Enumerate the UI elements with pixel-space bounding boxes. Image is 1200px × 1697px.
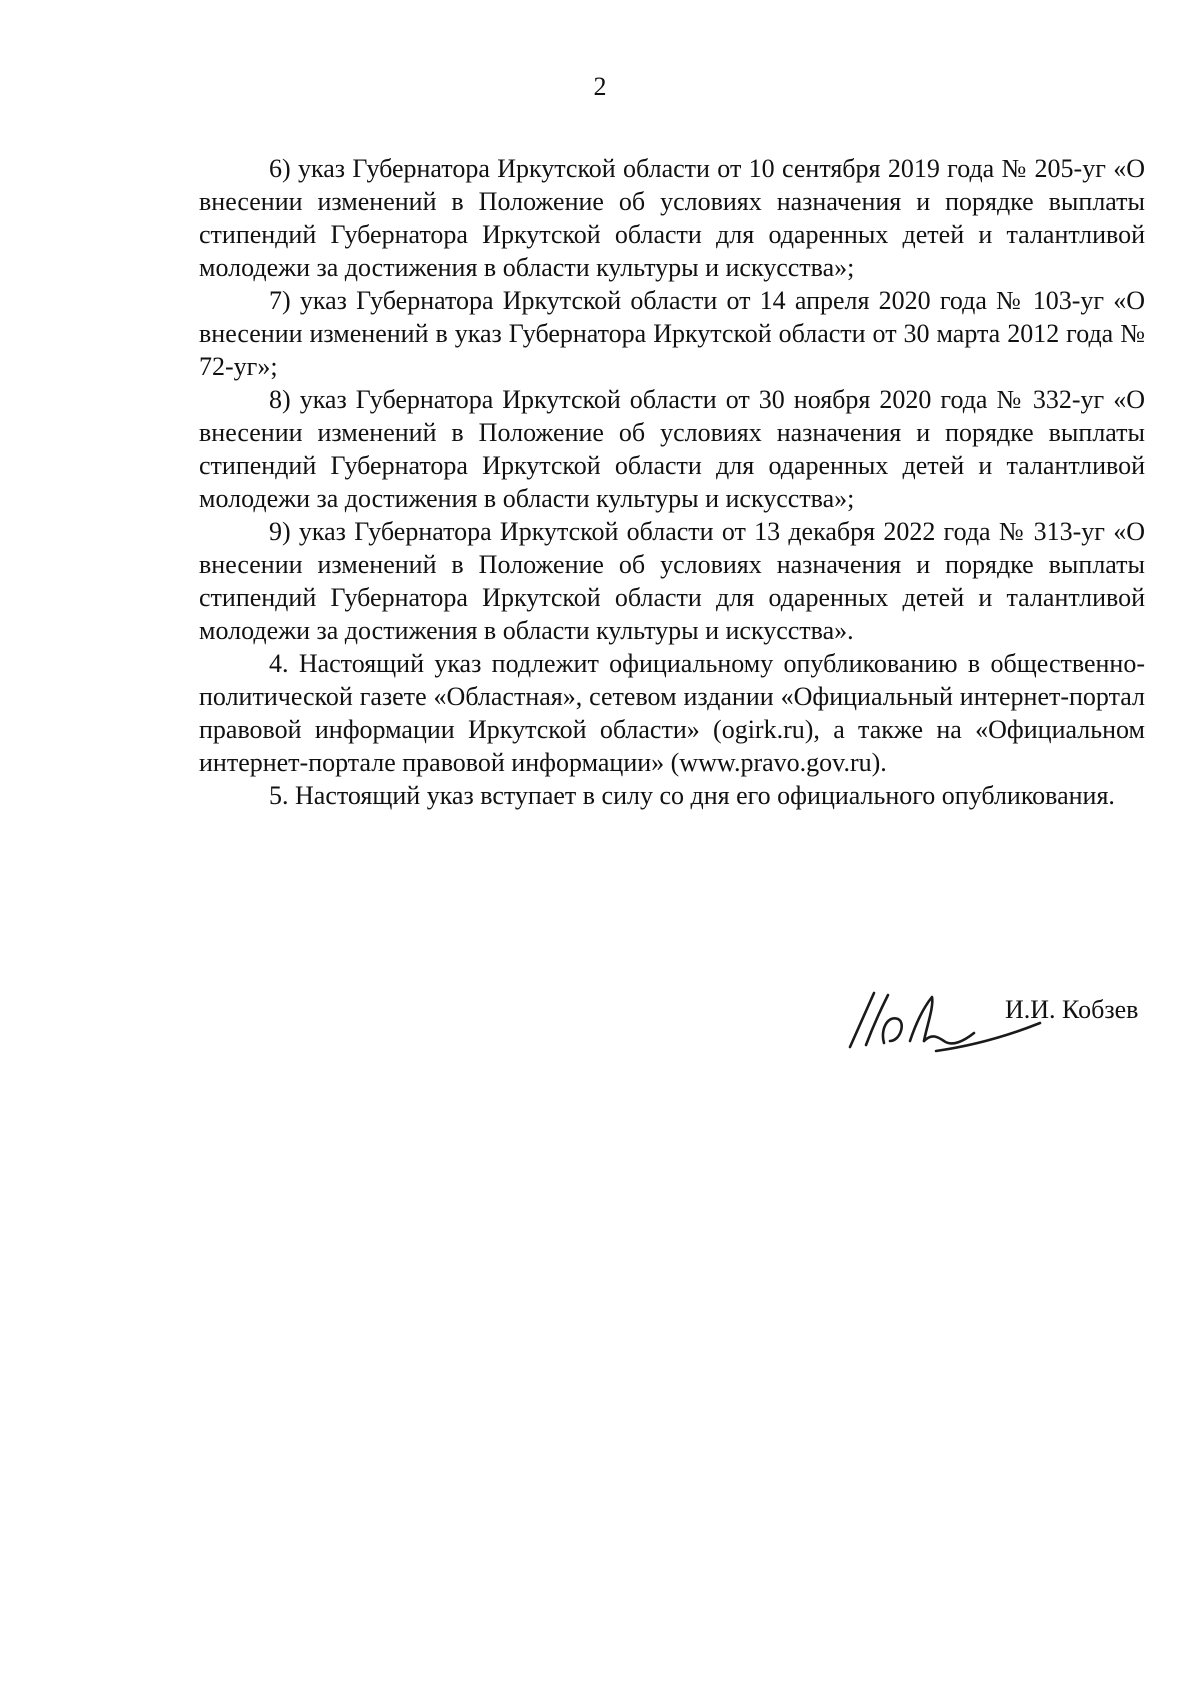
paragraph-item-7: 7) указ Губернатора Иркутской области от 14 апреля 2020 года № 103-уг «О внесении изменений в указ Губернатора Иркутской области от 30 марта 2012 года № 72-уг»; bbox=[199, 286, 1145, 381]
signer-name: И.И. Кобзев bbox=[1005, 995, 1139, 1024]
page-number: 2 bbox=[593, 72, 607, 101]
paragraph-item-6: 6) указ Губернатора Иркутской области от 10 сентября 2019 года № 205-уг «О внесении изменений в Положение об условиях назначения и порядке выплаты стипендий Губернатора Иркутской области для одаренных детей и талантливой молодежи за достижения в области культуры и искусства»; bbox=[199, 154, 1145, 282]
paragraph-item-9: 9) указ Губернатора Иркутской области от 13 декабря 2022 года № 313-уг «О внесении изменений в Положение об условиях назначения и порядке выплаты стипендий Губернатора Иркутской области для одаренных детей и талантливой молодежи за достижения в области культуры и искусства». bbox=[199, 517, 1145, 645]
document-body bbox=[199, 152, 1145, 812]
paragraph-item-8: 8) указ Губернатора Иркутской области от 30 ноября 2020 года № 332-уг «О внесении изменений в Положение об условиях назначения и порядке выплаты стипендий Губернатора Иркутской области для одаренных детей и талантливой молодежи за достижения в области культуры и искусства»; bbox=[199, 385, 1145, 513]
paragraph-clause-5: 5. Настоящий указ вступает в силу со дня его официального опубликования. bbox=[269, 781, 1115, 810]
paragraph-clause-4: 4. Настоящий указ подлежит официальному опубликованию в общественно-политической газете «Областная», сетевом издании «Официальный интернет-портал правовой информации Иркутской области» (ogirk.ru), а также на «Официальном интернет-портале правовой информации» (www.pravo.gov.ru). bbox=[199, 649, 1145, 777]
signature-block bbox=[840, 985, 1160, 1075]
